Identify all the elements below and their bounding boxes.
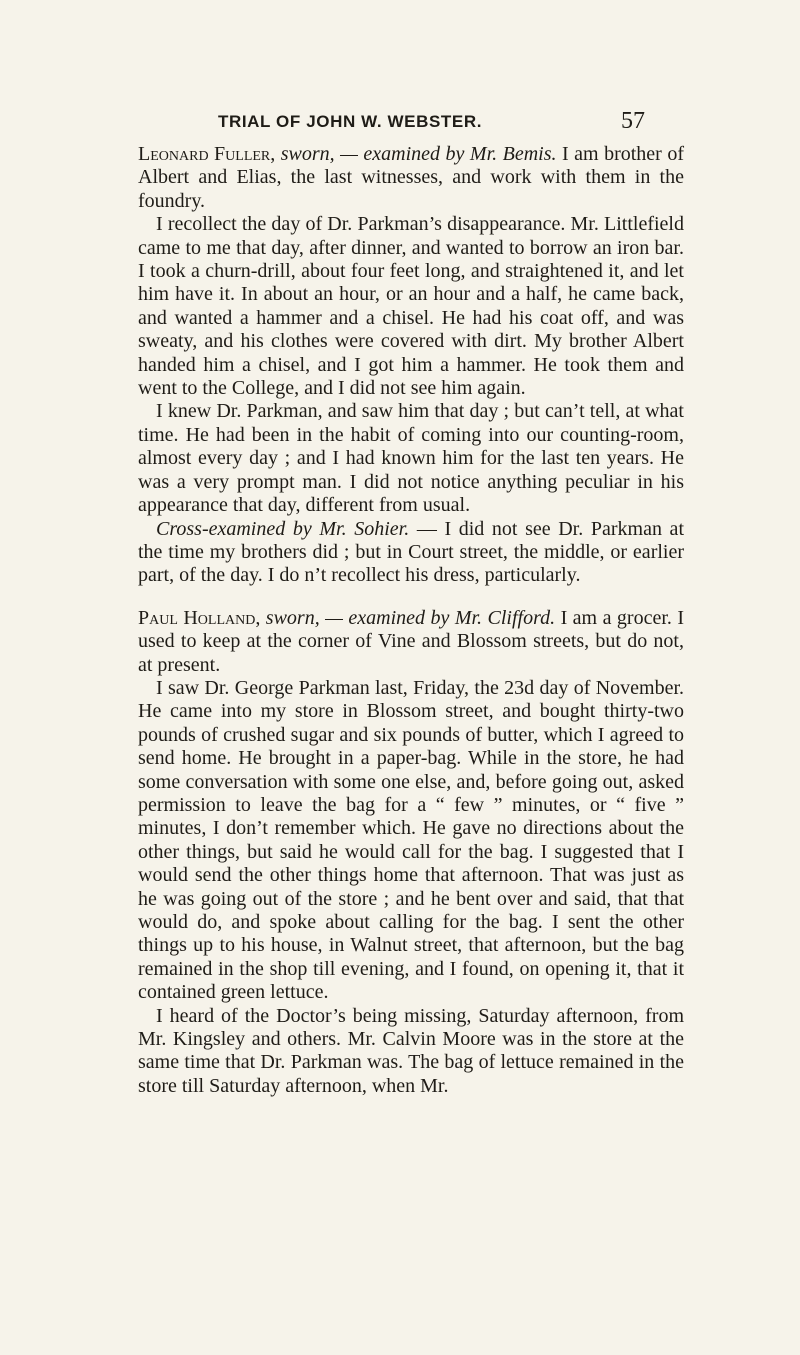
running-head: TRIAL OF JOHN W. WEBSTER. [218, 112, 483, 131]
paragraph [138, 518, 684, 588]
paragraph-text: I am a grocer. I used to keep at the corner of Vine and Blossom streets, but do not, at present. [138, 606, 684, 676]
witness-name: Paul Holland, [138, 606, 261, 629]
page-header [0, 108, 800, 138]
witness-name: Leonard Fuller, [138, 143, 276, 165]
paragraph: I heard of the Doctor’s being missing, Saturday afternoon, from Mr. Kingsley and others. Mr. Calvin Moore was in the store at the same time that Dr. Parkman was. The bag of lettuce remained in the store till Saturday afternoon, when Mr. [138, 1004, 684, 1097]
paragraph [138, 143, 684, 213]
testimony-text [138, 143, 684, 1098]
cross-examination-note: Cross-examined by Mr. Sohier. [156, 517, 410, 540]
paragraph-text: — I did not see Dr. Parkman at the time my brothers did ; but in Court street, the middle, or earlier part, of the day. I do n’t recollect his dress, particularly. [138, 517, 684, 587]
page-number: 57 [621, 108, 645, 134]
paragraph: I knew Dr. Parkman, and saw him that day ; but can’t tell, at what time. He had been in the habit of coming into our counting-room, almost every day ; and I had known him for the last ten years. He was a very prompt man. I did not notice anything peculiar in his appearance that day, different from usual. [138, 400, 684, 517]
paragraph-text: I am brother of Albert and Elias, the last witnesses, and work with them in the foundry. [138, 143, 684, 212]
paragraph: I recollect the day of Dr. Parkman’s disappearance. Mr. Littlefield came to me that day, after dinner, and wanted to borrow an iron bar. I took a churn-drill, about four feet long, and straightened it, and let him have it. In about an hour, or an hour and a half, he came back, and wanted a hammer and a chisel. He had his coat off, and was sweaty, and his clothes were covered with dirt. My brother Albert handed him a chisel, and I got him a hammer. He took them and went to the College, and I did not see him again. [138, 213, 684, 400]
examination-note: sworn, — examined by Mr. Clifford. [260, 606, 556, 629]
paragraph [138, 607, 684, 677]
examination-note: sworn, — examined by Mr. Bemis. [275, 143, 557, 165]
paragraph: I saw Dr. George Parkman last, Friday, the 23d day of November. He came into my store in Blossom street, and bought thirty-two pounds of crushed sugar and six pounds of butter, which I agreed to send home. He brought in a paper-bag. While in the store, he had some conversation with some one else, and, before going out, asked permission to leave the bag for a “ few ” minutes, or “ five ” minutes, I don’t remember which. He gave no directions about the other things, but said he would call for the bag. I suggested that I would send the other things home that afternoon. That was just as he was going out of the store ; and he bent over and said, that that would do, and spoke about calling for the bag. I sent the other things up to his house, in Walnut street, that afternoon, but the bag remained in the shop till evening, and I found, on opening it, that it contained green lettuce. [138, 676, 684, 1004]
